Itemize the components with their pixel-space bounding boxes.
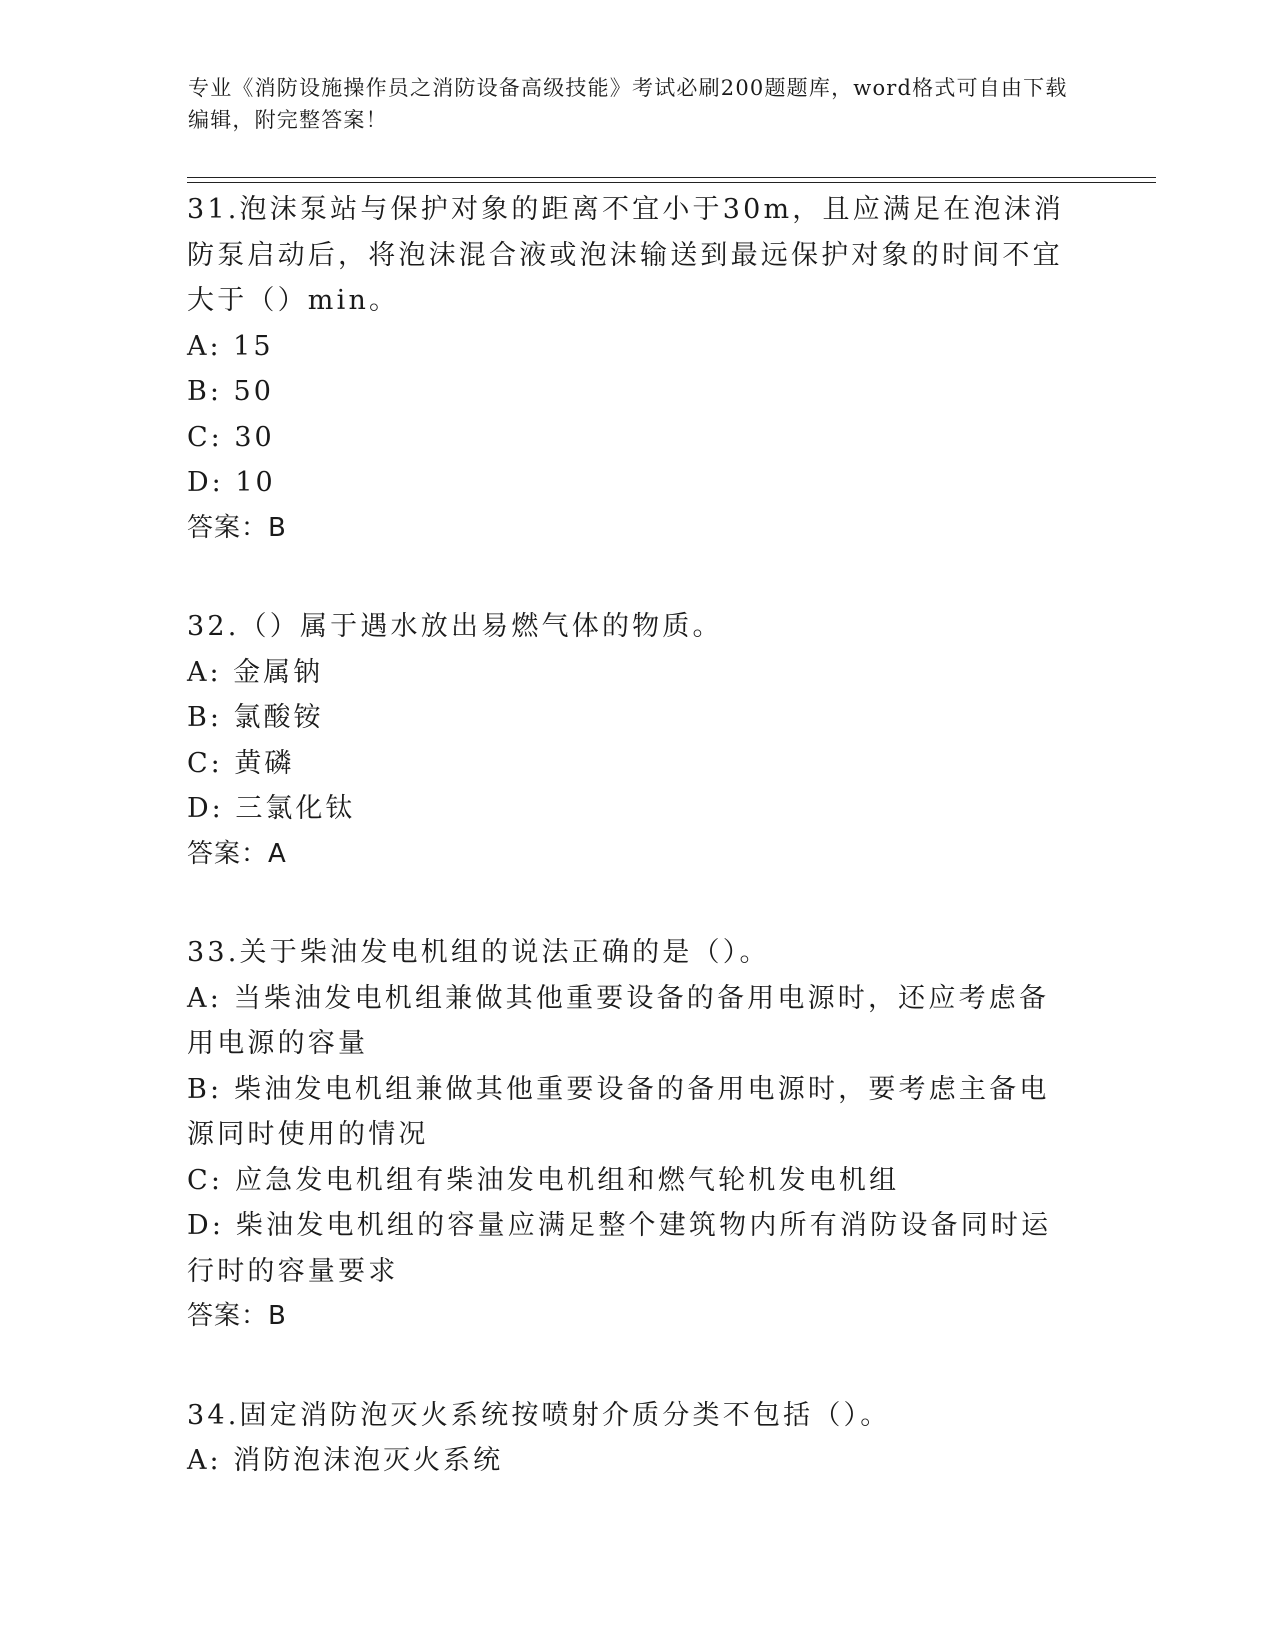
option-c: C: 30 — [187, 421, 275, 453]
option-a: A: 15 — [187, 330, 274, 362]
answer-label: 答案：B — [187, 1301, 287, 1331]
answer-label: 答案：A — [187, 838, 287, 869]
answer-label: 答案：B — [187, 512, 287, 543]
question-stem: 33.关于柴油发电机组的说法正确的是（）。 — [187, 937, 770, 968]
question-33 — [187, 930, 1077, 1340]
question-34 — [187, 1393, 1077, 1484]
option-c: C: 黄磷 — [187, 747, 295, 779]
question-list — [187, 187, 1077, 1537]
option-b: B: 氯酸铵 — [187, 702, 324, 733]
header-divider-top — [187, 177, 1156, 178]
option-b: B: 柴油发电机组兼做其他重要设备的备用电源时，要考虑主备电源同时使用的情况 — [187, 1073, 1050, 1150]
option-a: A: 当柴油发电机组兼做其他重要设备的备用电源时，还应考虑备用电源的容量 — [187, 982, 1050, 1059]
option-d: D: 三氯化钛 — [187, 793, 356, 824]
question-32 — [187, 604, 1077, 877]
option-a: A: 消防泡沫泡灭火系统 — [187, 1445, 504, 1476]
document-header: 专业《消防设施操作员之消防设备高级技能》考试必刷200题题库，word格式可自由下载编辑，附完整答案！ — [188, 76, 1068, 132]
option-d: D: 柴油发电机组的容量应满足整个建筑物内所有消防设备同时运行时的容量要求 — [187, 1210, 1052, 1287]
option-d: D: 10 — [187, 467, 276, 498]
option-c: C: 应急发电机组有柴油发电机组和燃气轮机发电机组 — [187, 1164, 900, 1196]
question-stem: 32.（）属于遇水放出易燃气体的物质。 — [187, 611, 723, 642]
option-a: A: 金属钠 — [187, 656, 324, 688]
question-stem: 31.泡沫泵站与保护对象的距离不宜小于30m，且应满足在泡沫消防泵启动后，将泡沫混合液或泡沫输送到最远保护对象的时间不宜大于（）min。 — [187, 194, 1065, 316]
question-stem: 34.固定消防泡灭火系统按喷射介质分类不包括（）。 — [187, 1399, 891, 1431]
option-b: B: 50 — [187, 376, 274, 407]
header-divider-bottom — [187, 182, 1156, 183]
question-31 — [187, 187, 1077, 551]
